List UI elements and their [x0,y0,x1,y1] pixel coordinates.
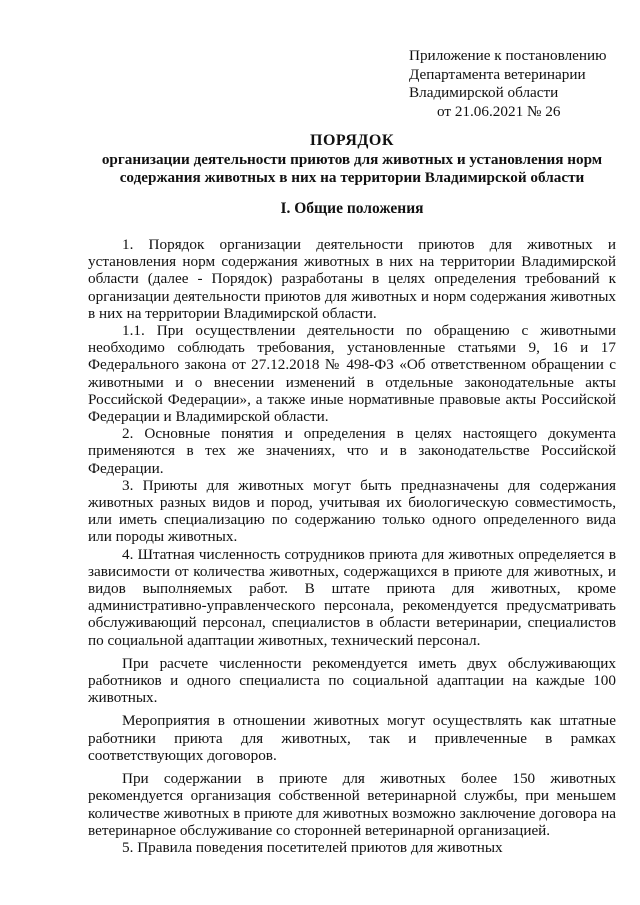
paragraph-1-1: 1.1. При осуществлении деятельности по обращению с животными необходимо соблюдать требования, установленные статьями 9, 16 и 17 Федерального закона от 27.12.2018 № 498-ФЗ «Об ответственном обращении с животными и о внесении изменений в отдельные законодательные акты Российской Федерации», а также иные нормативные правовые акты Российской Федерации и Владимирской области. [88,322,616,426]
approval-line-2: Департамента ветеринарии [409,65,586,83]
approval-line-3: Владимирской области [409,84,559,102]
document-subtitle: организации деятельности приютов для животных и установления норм содержания животных в них на территории Владимирской области [101,151,603,186]
paragraph-5: 5. Правила поведения посетителей приютов для животных [122,838,503,856]
paragraph-4: 4. Штатная численность сотрудников приюта для животных определяется в зависимости от количества животных, содержащихся в приюте для животных, и видов выполняемых работ. В штате приюта для животных, кроме административно-управленческого персонала, рекомендуется предусматривать обслуживающий персонал, специалистов в области ветеринарии, специалистов по социальной адаптации животных, технический персонал. [88,545,616,649]
paragraph-3: 3. Приюты для животных могут быть предназначены для содержания животных разных видов и пород, учитывая их биологическую совместимость, или иметь специализацию по содержанию только одного определенного вида или породы животных. [88,476,616,546]
paragraph-2: 2. Основные понятия и определения в целях настоящего документа применяются в тех же значениях, что и в законодательстве Российской Федерации. [88,425,616,477]
section-heading: I. Общие положения [280,200,424,217]
paragraph-4-vet-service: При содержании в приюте для животных более 150 животных рекомендуется организация собственной ветеринарной службы, при меньшем количестве животных в приюте для животных возможно заключение договора на ветеринарное обслуживание со сторонней ветеринарной организацией. [88,770,616,839]
document-title-block [88,132,616,186]
document-title: ПОРЯДОК [310,132,394,149]
approval-block [409,47,629,121]
paragraph-1: 1. Порядок организации деятельности приютов для животных и установления норм содержания животных в них на территории Владимирской области (далее - Порядок) разработаны в целях определения требований к организации деятельности приютов для животных и норм содержания животных в них на территории Владимирской области. [88,236,616,322]
paragraph-4-activities: Мероприятия в отношении животных могут осуществлять как штатные работники приюта для животных, так и привлеченные в рамках соответствующих договоров. [88,712,616,764]
approval-line-1: Приложение к постановлению [409,47,607,64]
paragraph-4-staffing: При расчете численности рекомендуется иметь двух обслуживающих работников и одного специалиста по социальной адаптации на каждые 100 животных. [88,654,616,707]
document-body [88,236,616,856]
approval-date: от 21.06.2021 № 26 [437,102,561,120]
